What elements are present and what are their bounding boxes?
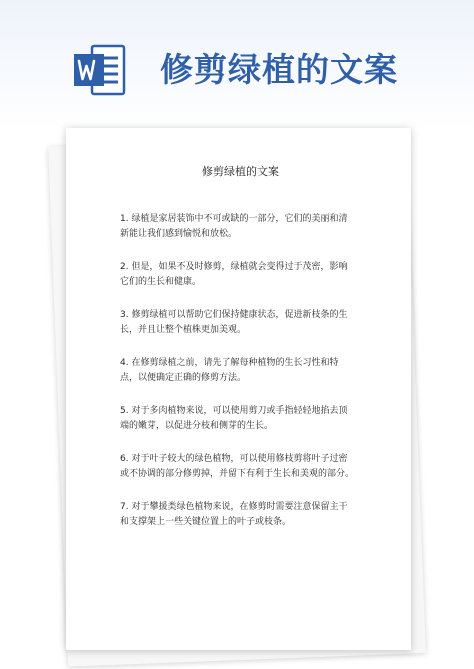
paragraph-5: 5. 对于多肉植物来说，可以使用剪刀或手指轻轻地掐去顶端的嫩芽，以促进分枝和侧芽的生长。	[120, 406, 348, 431]
word-document-icon	[72, 42, 128, 98]
page-header	[0, 0, 474, 130]
paragraph-1: 1. 绿植是家居装饰中不可或缺的一部分，它们的美丽和清新能让我们感到愉悦和放松。	[120, 214, 348, 239]
document-title: 修剪绿植的文案	[202, 165, 279, 178]
paragraph-7: 7. 对于攀援类绿色植物来说，在修剪时需要注意保留主干和支撑架上一些关键位置上的叶子或枝条。	[120, 502, 348, 527]
paragraph-4: 4. 在修剪绿植之前，请先了解每种植物的生长习性和特点，以便确定正确的修剪方法。	[120, 358, 339, 383]
paragraph-2: 2. 但是，如果不及时修剪，绿植就会变得过于茂密，影响它们的生长和健康。	[120, 262, 348, 287]
banner-title: 修剪绿植的文案	[160, 50, 398, 89]
paragraph-6: 6. 对于叶子较大的绿色植物，可以使用修枝剪将叶子过密或不协调的部分修剪掉，并留下有利于生长和美观的部分。	[120, 454, 355, 479]
document-page	[66, 128, 411, 650]
paragraph-3: 3. 修剪绿植可以帮助它们保持健康状态，促进新枝条的生长，并且让整个植株更加美观。	[120, 310, 348, 335]
